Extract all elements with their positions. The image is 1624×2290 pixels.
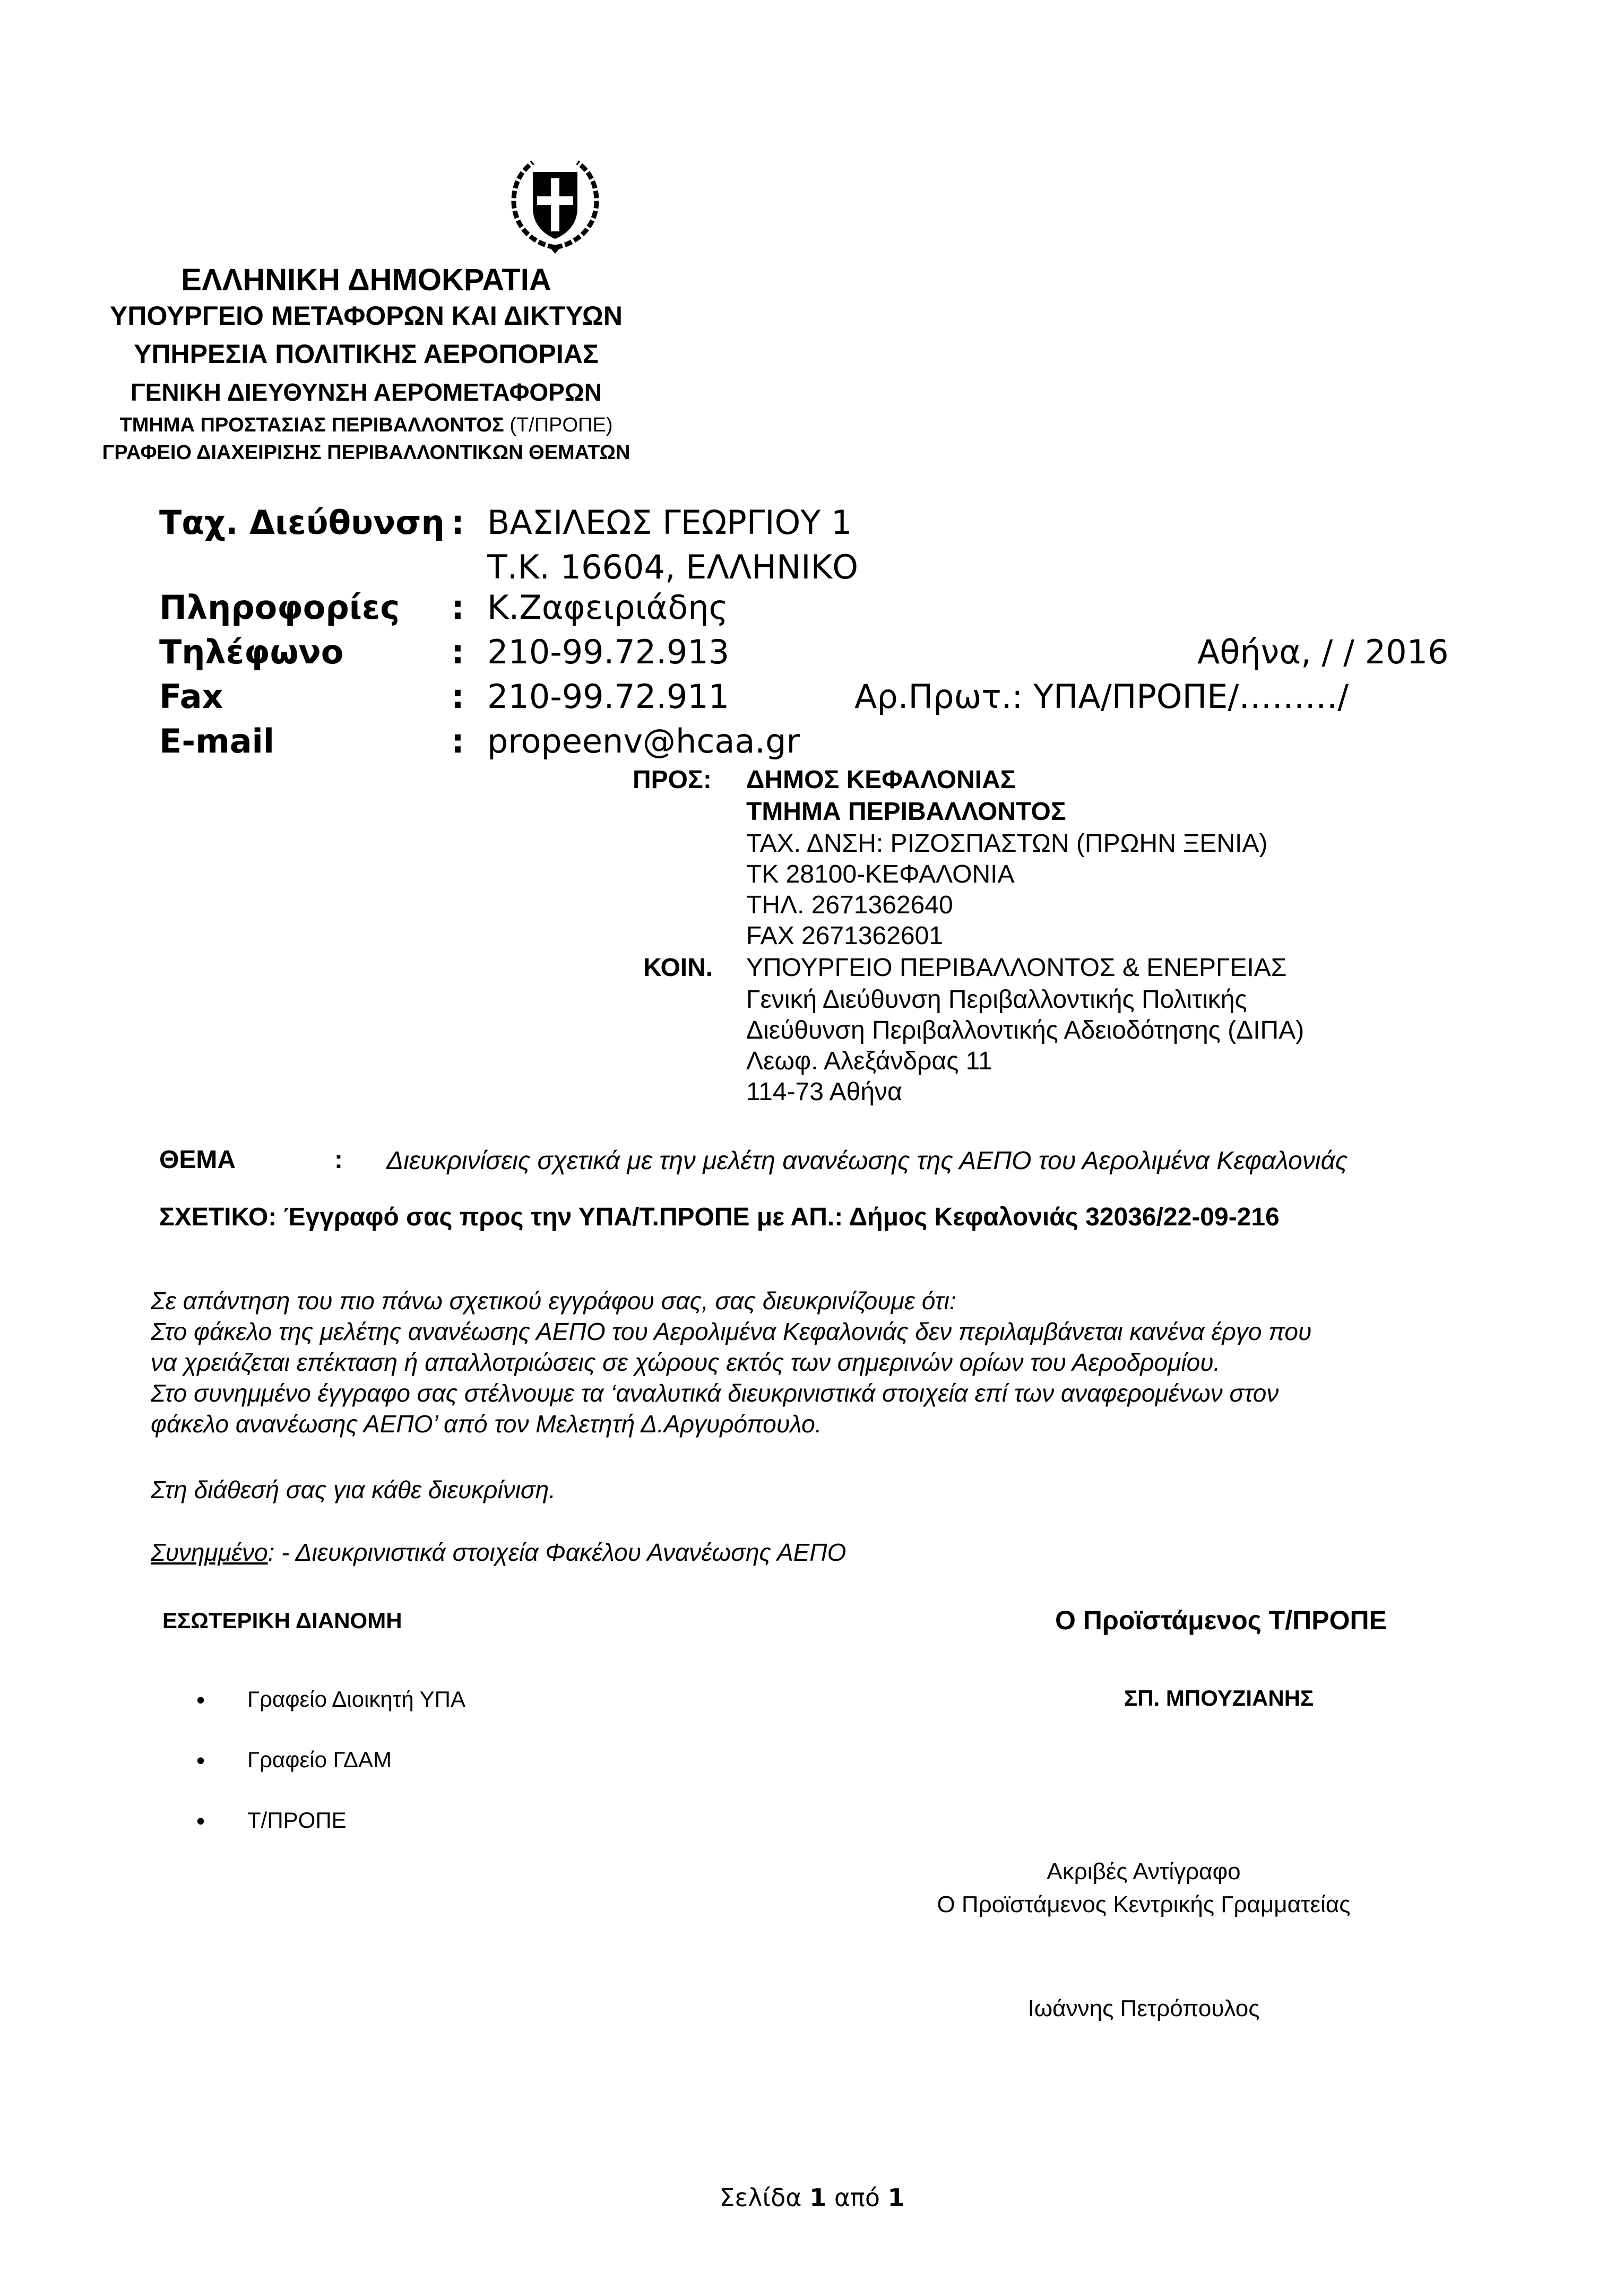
reference-line: ΣΧΕΤΙΚΟ: Έγγραφό σας προς την ΥΠΑ/Τ.ΠΡΟΠΕ με ΑΠ.: Δήμος Κεφαλονιάς 32036/22-09-216 — [159, 1203, 1280, 1231]
colon: : — [451, 722, 464, 761]
subject-label: ΘΕΜΑ — [159, 1146, 236, 1174]
fax-value: 210-99.72.911 — [487, 677, 730, 716]
phone-label: Τηλέφωνο — [159, 633, 344, 671]
cc-line: Λεωφ. Αλεξάνδρας 11 — [746, 1047, 992, 1075]
email-label: E-mail — [159, 722, 275, 761]
header-line-3: ΥΠΗΡΕΣΙΑ ΠΟΛΙΤΙΚΗΣ ΑΕΡΟΠΟΡΙΑΣ — [134, 339, 599, 369]
distribution-item: Γραφείο ΓΔΑΜ — [247, 1747, 392, 1772]
email-value: propeenv@hcaa.gr — [487, 722, 800, 761]
body-line: φάκελο ανανέωσης ΑΕΠΟ’ από τον Μελετητή Δ.Αργυρόπουλο. — [151, 1410, 822, 1438]
signature-title: Ο Προϊστάμενος Τ/ΠΡΟΠΕ — [1055, 1605, 1387, 1635]
header-line-1: ΕΛΛΗΝΙΚΗ ΔΗΜΟΚΡΑΤΙΑ — [181, 263, 551, 297]
to-line: ΤΗΛ. 2671362640 — [746, 891, 953, 919]
date-line: Αθήνα, / / 2016 — [1197, 633, 1449, 671]
protocol-line: Αρ.Πρωτ.: ΥΠΑ/ΠΡΟΠΕ/………/ — [854, 677, 1349, 716]
to-line: ΔΗΜΟΣ ΚΕΦΑΛΟΝΙΑΣ — [746, 766, 1016, 794]
closing-line: Στη διάθεσή σας για κάθε διευκρίνιση. — [151, 1476, 556, 1503]
cc-line: 114-73 Αθήνα — [746, 1078, 902, 1106]
to-line: ΤΑΧ. ΔΝΣΗ: ΡΙΖΟΣΠΑΣΤΩΝ (ΠΡΩΗΝ ΞΕΝΙΑ) — [746, 829, 1268, 858]
subject-text: Διευκρινίσεις σχετικά με την μελέτη ανανέωσης της ΑΕΠΟ του Αερολιμένα Κεφαλονιάς — [386, 1147, 1348, 1175]
to-line: ΤΜΗΜΑ ΠΕΡΙΒΑΛΛΟΝΤΟΣ — [746, 798, 1066, 826]
certified-name: Ιωάννης Πετρόπουλος — [1027, 1995, 1260, 2021]
header-line-2: ΥΠΟΥΡΓΕΙΟ ΜΕΤΑΦΟΡΩΝ ΚΑΙ ΔΙΚΤΥΩΝ — [110, 301, 623, 331]
body-line: Στο συνημμένο έγγραφο σας στέλνουμε τα ‘αναλυτικά διευκρινιστικά στοιχεία επί των αναφερομένων στον — [151, 1379, 1279, 1407]
phone-value: 210-99.72.913 — [487, 633, 730, 671]
address-label: Ταχ. Διεύθυνση — [159, 503, 445, 542]
certified-copy-line: Ακριβές Αντίγραφο — [1047, 1859, 1241, 1885]
colon: : — [451, 677, 464, 716]
bullet: • — [196, 1686, 205, 1714]
header-line-5: ΤΜΗΜΑ ΠΡΟΣΤΑΣΙΑΣ ΠΕΡΙΒΑΛΛΟΝΤΟΣ (Τ/ΠΡΟΠΕ) — [119, 414, 613, 436]
subject-colon: : — [334, 1146, 343, 1174]
header-line-4: ΓΕΝΙΚΗ ΔΙΕΥΘΥΝΣΗ ΑΕΡΟΜΕΤΑΦΟΡΩΝ — [131, 378, 602, 406]
colon: : — [451, 633, 464, 671]
cc-line: Γενική Διεύθυνση Περιβαλλοντικής Πολιτικής — [746, 986, 1247, 1014]
bullet: • — [196, 1807, 205, 1835]
distribution-item: Γραφείο Διοικητή ΥΠΑ — [247, 1687, 465, 1712]
attachment-line: Συνημμένο: - Διευκρινιστικά στοιχεία Φακέλου Ανανέωσης ΑΕΠΟ — [151, 1539, 846, 1566]
colon: : — [451, 503, 464, 542]
page-number: Σελίδα 1 από 1 — [719, 2183, 905, 2212]
body-line: Στο φάκελο της μελέτης ανανέωσης ΑΕΠΟ του Αερολιμένα Κεφαλονιάς δεν περιλαμβάνεται κανένα έργο που — [151, 1318, 1312, 1345]
signature-name: ΣΠ. ΜΠΟΥΖΙΑΝΗΣ — [1124, 1686, 1314, 1710]
greek-coat-of-arms-icon — [502, 151, 608, 257]
to-label: ΠΡΟΣ: — [633, 766, 712, 794]
fax-label: Fax — [159, 677, 223, 716]
colon: : — [451, 588, 464, 627]
bullet: • — [196, 1747, 205, 1774]
to-line: FAX 2671362601 — [746, 922, 943, 950]
distribution-title: ΕΣΩΤΕΡΙΚΗ ΔΙΑΝΟΜΗ — [162, 1608, 402, 1633]
to-line: ΤΚ 28100-ΚΕΦΑΛΟΝΙΑ — [746, 860, 1015, 888]
info-label: Πληροφορίες — [159, 588, 400, 627]
body-line: Σε απάντηση του πιο πάνω σχετικού εγγράφου σας, σας διευκρινίζουμε ότι: — [151, 1287, 956, 1315]
cc-line: ΥΠΟΥΡΓΕΙΟ ΠΕΡΙΒΑΛΛΟΝΤΟΣ & ΕΝΕΡΓΕΙΑΣ — [746, 954, 1287, 982]
header-line-6: ΓΡΑΦΕΙΟ ΔΙΑΧΕΙΡΙΣΗΣ ΠΕΡΙΒΑΛΛΟΝΤΙΚΩΝ ΘΕΜΑΤΩΝ — [102, 442, 630, 464]
cc-line: Διεύθυνση Περιβαλλοντικής Αδειοδότησης (ΔΙΠΑ) — [746, 1016, 1305, 1044]
distribution-item: Τ/ΠΡΟΠΕ — [247, 1808, 347, 1833]
certified-title-line: Ο Προϊστάμενος Κεντρικής Γραμματείας — [937, 1891, 1351, 1917]
address-line-1: ΒΑΣΙΛΕΩΣ ΓΕΩΡΓΙΟΥ 1 — [487, 503, 852, 542]
info-value: Κ.Ζαφειριάδης — [487, 588, 728, 627]
cc-label: ΚΟΙΝ. — [643, 954, 713, 982]
body-line: να χρειάζεται επέκταση ή απαλλοτριώσεις σε χώρους εκτός των σημερινών ορίων του Αεροδρομίου. — [151, 1349, 1221, 1376]
address-line-2: Τ.Κ. 16604, ΕΛΛΗΝΙΚΟ — [487, 548, 859, 586]
